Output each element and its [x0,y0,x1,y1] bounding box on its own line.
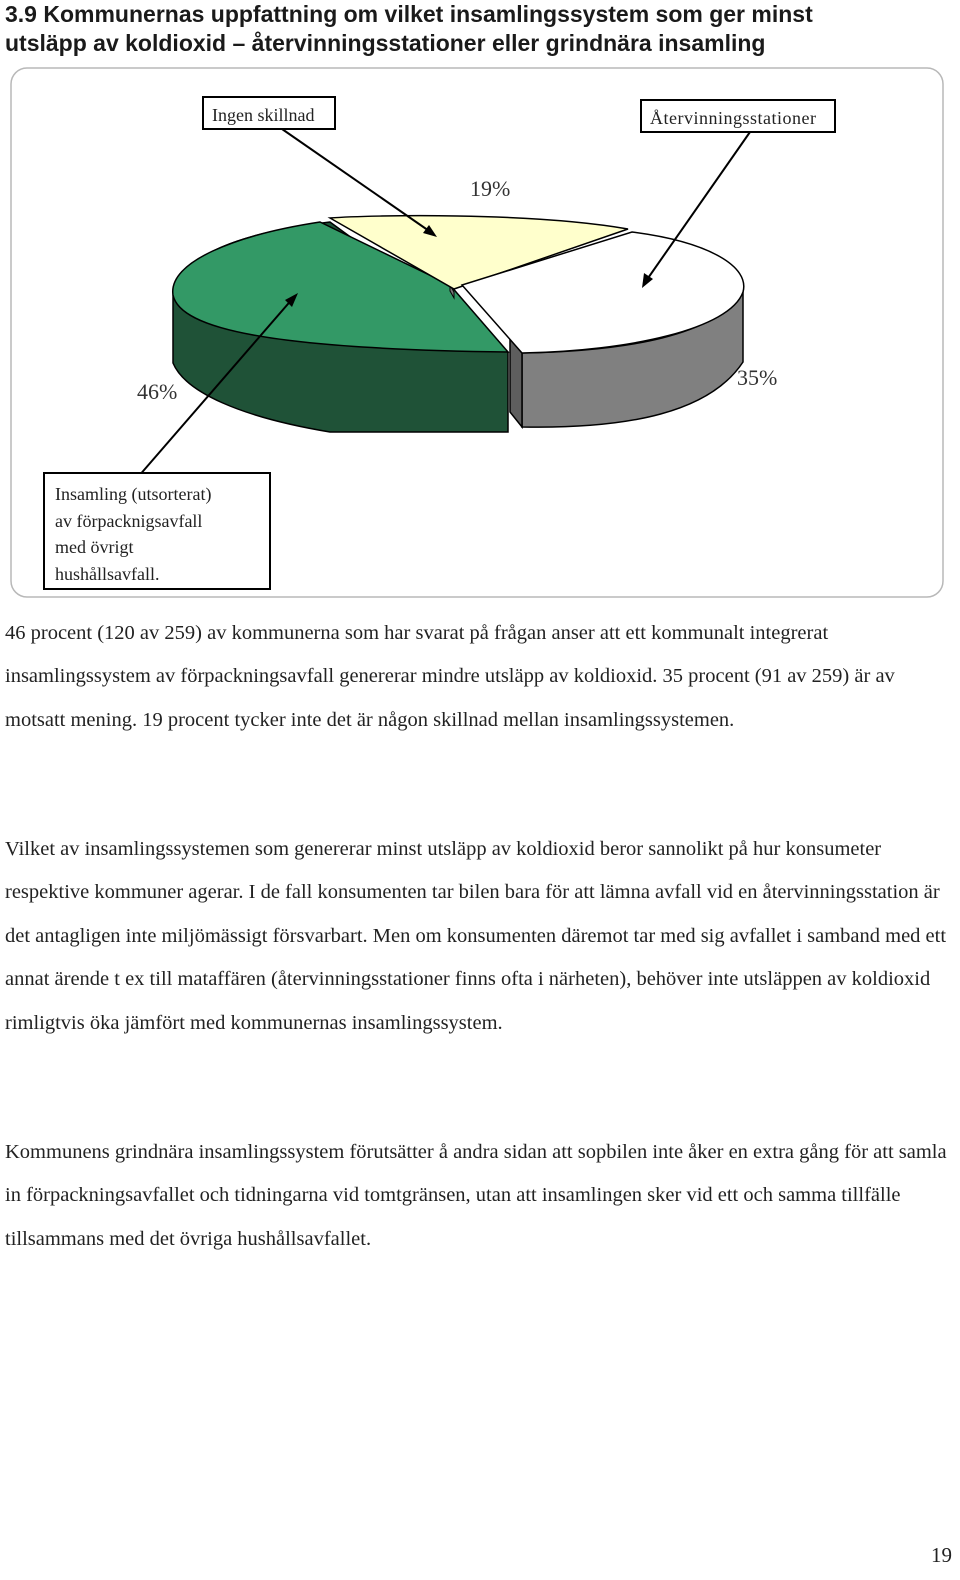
callout-insamling-line-2: av förpacknigsavfall [55,510,203,531]
section-heading-line-2: utsläpp av koldioxid – återvinningsstationer eller grindnära insamling [5,30,766,56]
paragraph-3: Kommunens grindnära insamlingssystem förutsätter å andra sidan att sopbilen inte åker en extra gång för att samla in förpackningsavfallet och tidningarna vid tomtgränsen, utan att insamlingen sker vid ett och samma tillfälle tillsammans med det övriga hushållsavfallet. [5,1141,947,1250]
callout-insamling [43,472,271,590]
section-heading [5,0,955,58]
label-35-percent: 35% [737,365,778,390]
callout-insamling-line-1: Insamling (utsorterat) [55,484,212,504]
label-19-percent: 19% [470,176,511,201]
callout-insamling-line-4: hushållsavfall. [55,563,160,584]
callout-atervinning-label: Återvinningsstationer [650,108,817,128]
callout-atervinningsstationer [640,99,836,133]
callout-insamling-line-3: med övrigt [55,537,134,557]
paragraph-1: 46 procent (120 av 259) av kommunerna som har svarat på frågan anser att ett kommunalt integrerat insamlingssystem av förpackningsavfall genererar mindre utsläpp av koldioxid. 35 procent (91 av 259) är av motsatt mening. 19 procent tycker inte det är någon skillnad mellan insamlingssystemen. [5,622,895,731]
pie-chart [10,67,944,598]
paragraph-2: Vilket av insamlingssystemen som genererar minst utsläpp av koldioxid beror sannolikt på hur konsumeter respektive kommuner agerar. I de fall konsumenten tar bilen bara för att lämna avfall vid en återvinningsstation är det antagligen inte miljömässigt försvarbart. Men om konsumenten däremot tar med sig avfallet i samband med ett annat ärende t ex till mataffären (återvinningsstationer finns ofta i närheten), behöver inte utsläppen av koldioxid rimligtvis öka jämfört med kommunernas insamlingssystem. [5,838,947,1034]
section-heading-line-1: 3.9 Kommunernas uppfattning om vilket insamlingssystem som ger minst [5,1,813,27]
callout-ingen-label: Ingen skillnad [212,105,315,125]
label-46-percent: 46% [137,379,178,404]
page-number: 19 [931,1543,952,1567]
callout-ingen-skillnad [202,96,336,130]
